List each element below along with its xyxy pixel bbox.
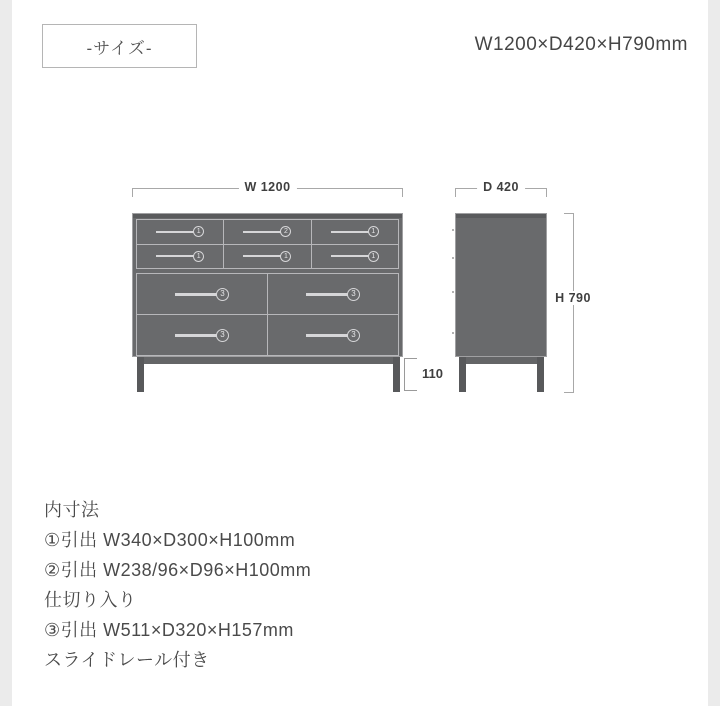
page-gutter-left (0, 0, 12, 706)
drawer-handle (243, 255, 281, 257)
drawer-number-badge: 1 (368, 251, 379, 262)
side-left-leg (459, 357, 466, 392)
leg-height-label: 110 (422, 366, 443, 381)
drawer-cell (224, 245, 310, 269)
depth-dimension-label: D 420 (477, 180, 525, 194)
width-dimension-label: W 1200 (238, 180, 296, 194)
drawer-area (136, 219, 399, 354)
drawer-cell (137, 274, 267, 314)
drawer-handle (306, 334, 348, 337)
leg-height-bracket-tick (404, 358, 417, 359)
top-drawer-grid (136, 219, 399, 269)
overall-dimensions-text: W1200×D420×H790mm (474, 34, 688, 55)
side-right-leg (537, 357, 544, 392)
height-dimension-label: H 790 (549, 291, 597, 305)
dimension-tick (564, 213, 574, 214)
drawer-cell (137, 245, 223, 269)
front-base-rail (140, 357, 397, 364)
drawer-cell (312, 220, 398, 244)
drawer-number-badge: 3 (347, 288, 360, 301)
internal-dimensions-block (44, 495, 311, 675)
dimension-tick (564, 392, 574, 393)
drawer-number-badge: 3 (216, 329, 229, 342)
cabinet-side-view (455, 213, 547, 357)
cabinet-top-band (133, 214, 402, 218)
drawer-handle (175, 334, 217, 337)
dimension-tick (546, 188, 547, 197)
side-panel-dot (452, 257, 454, 259)
specs-title: 内寸法 (44, 500, 100, 520)
drawer-handle (331, 255, 369, 257)
cabinet-top-band (456, 214, 546, 218)
drawer-number-badge: 1 (368, 226, 379, 237)
side-panel-dot (452, 229, 454, 231)
spec-line: ②引出 W238/96×D96×H100mm (44, 560, 312, 580)
spec-line: 仕切り入り (44, 590, 137, 610)
drawer-cell (268, 315, 398, 355)
drawer-handle (243, 231, 281, 233)
leg-height-bracket (404, 358, 405, 391)
spec-line: スライドレール付き (44, 650, 210, 670)
drawer-handle (175, 293, 217, 296)
size-section-label: -サイズ- (86, 38, 153, 58)
spec-line: ①引出 W340×D300×H100mm (44, 530, 296, 550)
front-left-leg (137, 357, 144, 392)
drawer-number-badge: 3 (347, 329, 360, 342)
dimension-tick (132, 188, 133, 197)
drawer-handle (156, 231, 194, 233)
side-panel-dot (452, 332, 454, 334)
dimension-tick (455, 188, 456, 197)
drawer-number-badge: 1 (193, 226, 204, 237)
drawer-cell (137, 220, 223, 244)
size-section-badge (42, 24, 197, 68)
drawer-number-badge: 1 (280, 251, 291, 262)
drawer-number-badge: 1 (193, 251, 204, 262)
bottom-drawer-grid (136, 273, 399, 356)
drawer-handle (156, 255, 194, 257)
drawer-cell (224, 220, 310, 244)
leg-height-bracket-tick (404, 390, 417, 391)
front-right-leg (393, 357, 400, 392)
drawer-handle (306, 293, 348, 296)
side-base-rail (462, 357, 543, 364)
side-panel-dot (452, 291, 454, 293)
drawer-number-badge: 2 (280, 226, 291, 237)
drawer-cell (312, 245, 398, 269)
dimension-tick (402, 188, 403, 197)
page-gutter-right (708, 0, 720, 706)
drawer-handle (331, 231, 369, 233)
cabinet-front-view (132, 213, 403, 357)
drawer-cell (268, 274, 398, 314)
spec-line: ③引出 W511×D320×H157mm (44, 620, 294, 640)
drawer-number-badge: 3 (216, 288, 229, 301)
drawer-cell (137, 315, 267, 355)
